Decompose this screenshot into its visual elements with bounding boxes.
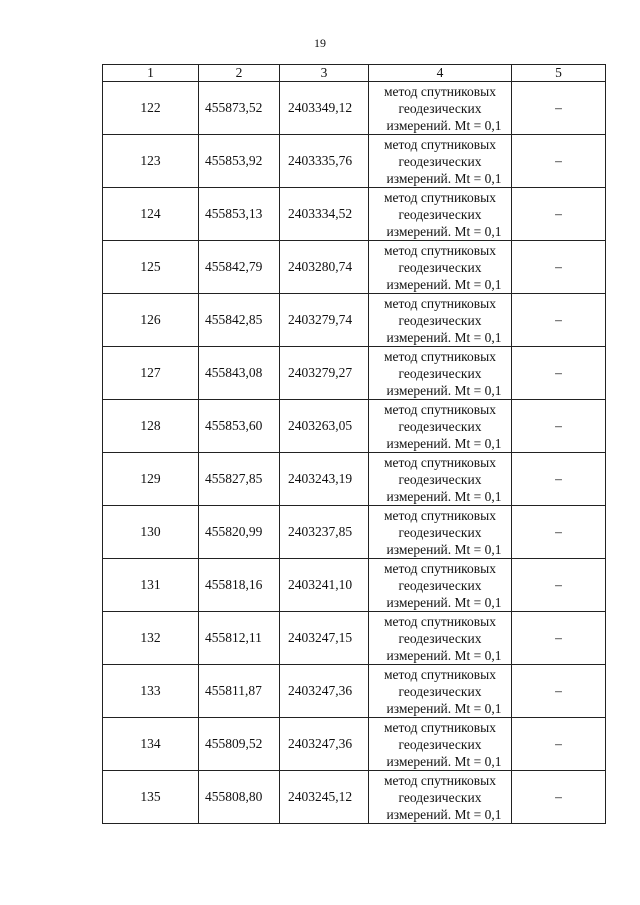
note-cell: –	[512, 718, 606, 771]
method-line: геодезических	[398, 471, 482, 487]
table-row	[103, 82, 606, 135]
method-line: метод спутниковых	[384, 348, 496, 364]
method-line: измерений. Mt = 0,1	[386, 488, 502, 504]
method-line: метод спутниковых	[384, 136, 496, 152]
method-cell	[369, 400, 512, 453]
table-row	[103, 718, 606, 771]
method-line: измерений. Mt = 0,1	[386, 541, 502, 557]
method-line: геодезических	[398, 789, 482, 805]
y-coordinate-cell: 2403280,74	[280, 241, 369, 294]
method-line: метод спутниковых	[384, 295, 496, 311]
table-row	[103, 771, 606, 824]
method-line: метод спутниковых	[384, 666, 496, 682]
x-coordinate-cell: 455809,52	[199, 718, 280, 771]
point-number-cell: 128	[103, 400, 199, 453]
x-coordinate-cell: 455873,52	[199, 82, 280, 135]
method-line: метод спутниковых	[384, 560, 496, 576]
method-cell	[369, 82, 512, 135]
column-header: 4	[369, 65, 512, 82]
table-header-row	[103, 65, 606, 82]
method-line: метод спутниковых	[384, 613, 496, 629]
y-coordinate-cell: 2403237,85	[280, 506, 369, 559]
table-row	[103, 135, 606, 188]
point-number-cell: 134	[103, 718, 199, 771]
note-cell: –	[512, 82, 606, 135]
method-cell	[369, 453, 512, 506]
note-cell: –	[512, 559, 606, 612]
method-cell	[369, 718, 512, 771]
method-line: геодезических	[398, 206, 482, 222]
x-coordinate-cell: 455843,08	[199, 347, 280, 400]
y-coordinate-cell: 2403247,15	[280, 612, 369, 665]
x-coordinate-cell: 455842,85	[199, 294, 280, 347]
note-cell: –	[512, 612, 606, 665]
x-coordinate-cell: 455820,99	[199, 506, 280, 559]
method-line: геодезических	[398, 630, 482, 646]
point-number-cell: 125	[103, 241, 199, 294]
method-line: метод спутниковых	[384, 772, 496, 788]
column-header: 3	[280, 65, 369, 82]
method-line: метод спутниковых	[384, 401, 496, 417]
x-coordinate-cell: 455808,80	[199, 771, 280, 824]
note-cell: –	[512, 347, 606, 400]
method-cell	[369, 241, 512, 294]
method-cell	[369, 665, 512, 718]
point-number-cell: 133	[103, 665, 199, 718]
method-line: геодезических	[398, 365, 482, 381]
note-cell: –	[512, 294, 606, 347]
point-number-cell: 129	[103, 453, 199, 506]
y-coordinate-cell: 2403279,27	[280, 347, 369, 400]
point-number-cell: 132	[103, 612, 199, 665]
y-coordinate-cell: 2403279,74	[280, 294, 369, 347]
method-line: измерений. Mt = 0,1	[386, 753, 502, 769]
method-cell	[369, 188, 512, 241]
point-number-cell: 124	[103, 188, 199, 241]
column-header: 2	[199, 65, 280, 82]
table-row	[103, 453, 606, 506]
table-row	[103, 665, 606, 718]
column-header: 1	[103, 65, 199, 82]
method-line: метод спутниковых	[384, 507, 496, 523]
method-line: геодезических	[398, 418, 482, 434]
method-cell	[369, 294, 512, 347]
x-coordinate-cell: 455812,11	[199, 612, 280, 665]
note-cell: –	[512, 771, 606, 824]
method-line: геодезических	[398, 736, 482, 752]
point-number-cell: 122	[103, 82, 199, 135]
method-line: геодезических	[398, 153, 482, 169]
table-row	[103, 294, 606, 347]
point-number-cell: 131	[103, 559, 199, 612]
method-line: измерений. Mt = 0,1	[386, 382, 502, 398]
table-row	[103, 241, 606, 294]
method-line: метод спутниковых	[384, 719, 496, 735]
note-cell: –	[512, 400, 606, 453]
method-line: измерений. Mt = 0,1	[386, 276, 502, 292]
method-line: измерений. Mt = 0,1	[386, 223, 502, 239]
note-cell: –	[512, 241, 606, 294]
method-line: геодезических	[398, 683, 482, 699]
method-cell	[369, 612, 512, 665]
method-line: измерений. Mt = 0,1	[386, 806, 502, 822]
method-line: метод спутниковых	[384, 454, 496, 470]
method-line: измерений. Mt = 0,1	[386, 700, 502, 716]
point-number-cell: 123	[103, 135, 199, 188]
method-line: геодезических	[398, 259, 482, 275]
coordinates-table	[102, 64, 606, 824]
x-coordinate-cell: 455827,85	[199, 453, 280, 506]
note-cell: –	[512, 506, 606, 559]
note-cell: –	[512, 135, 606, 188]
y-coordinate-cell: 2403335,76	[280, 135, 369, 188]
method-line: измерений. Mt = 0,1	[386, 329, 502, 345]
point-number-cell: 135	[103, 771, 199, 824]
note-cell: –	[512, 453, 606, 506]
table-row	[103, 400, 606, 453]
y-coordinate-cell: 2403334,52	[280, 188, 369, 241]
point-number-cell: 127	[103, 347, 199, 400]
method-line: метод спутниковых	[384, 189, 496, 205]
method-line: измерений. Mt = 0,1	[386, 435, 502, 451]
method-line: геодезических	[398, 524, 482, 540]
method-cell	[369, 347, 512, 400]
method-cell	[369, 135, 512, 188]
x-coordinate-cell: 455811,87	[199, 665, 280, 718]
column-header: 5	[512, 65, 606, 82]
method-line: метод спутниковых	[384, 83, 496, 99]
y-coordinate-cell: 2403247,36	[280, 718, 369, 771]
method-cell	[369, 559, 512, 612]
page-number: 19	[314, 36, 326, 50]
y-coordinate-cell: 2403241,10	[280, 559, 369, 612]
y-coordinate-cell: 2403263,05	[280, 400, 369, 453]
method-cell	[369, 771, 512, 824]
method-line: измерений. Mt = 0,1	[386, 594, 502, 610]
y-coordinate-cell: 2403247,36	[280, 665, 369, 718]
method-line: геодезических	[398, 312, 482, 328]
x-coordinate-cell: 455853,92	[199, 135, 280, 188]
x-coordinate-cell: 455818,16	[199, 559, 280, 612]
table-row	[103, 188, 606, 241]
table-row	[103, 347, 606, 400]
note-cell: –	[512, 188, 606, 241]
method-line: геодезических	[398, 100, 482, 116]
x-coordinate-cell: 455842,79	[199, 241, 280, 294]
method-line: измерений. Mt = 0,1	[386, 647, 502, 663]
y-coordinate-cell: 2403349,12	[280, 82, 369, 135]
note-cell: –	[512, 665, 606, 718]
y-coordinate-cell: 2403243,19	[280, 453, 369, 506]
table-row	[103, 612, 606, 665]
table-row	[103, 506, 606, 559]
x-coordinate-cell: 455853,60	[199, 400, 280, 453]
point-number-cell: 126	[103, 294, 199, 347]
method-line: измерений. Mt = 0,1	[386, 117, 502, 133]
table-row	[103, 559, 606, 612]
point-number-cell: 130	[103, 506, 199, 559]
method-line: измерений. Mt = 0,1	[386, 170, 502, 186]
y-coordinate-cell: 2403245,12	[280, 771, 369, 824]
x-coordinate-cell: 455853,13	[199, 188, 280, 241]
method-line: метод спутниковых	[384, 242, 496, 258]
method-line: геодезических	[398, 577, 482, 593]
method-cell	[369, 506, 512, 559]
